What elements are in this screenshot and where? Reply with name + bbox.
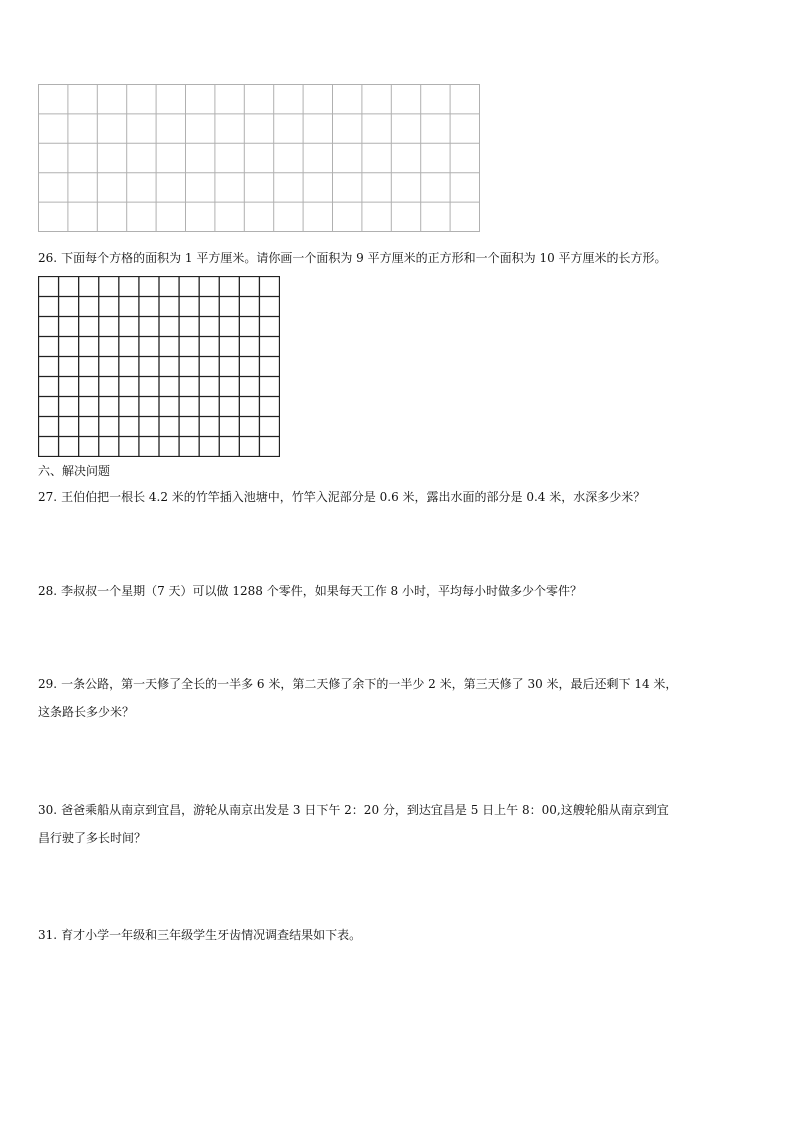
question-number: 27. [38,490,58,504]
grid-q26-lines [38,276,280,457]
question-27 [38,490,645,504]
question-number: 26. [38,251,58,265]
question-number: 30. [38,803,58,817]
question-31 [38,928,361,942]
question-26 [38,251,667,265]
question-text: 一条公路，第一天修了全长的一半多 6 米，第二天修了余下的一半少 2 米，第三天修了 30 米，最后还剩下 14 米， [61,677,678,691]
question-30 [38,803,669,845]
question-text: 爸爸乘船从南京到宜昌，游轮从南京出发是 3 日下午 2：20 分，到达宜昌是 5 日上午 8：00,这艘轮船从南京到宜 [61,803,669,817]
question-28 [38,584,582,598]
grid-top-lines [38,84,480,232]
question-text: 李叔叔一个星期（7 天）可以做 1288 个零件，如果每天工作 8 小时，平均每小时做多少个零件？ [61,584,582,598]
question-number: 29. [38,677,58,691]
question-number: 31. [38,928,58,942]
question-text: 育才小学一年级和三年级学生牙齿情况调查结果如下表。 [61,928,362,942]
question-line-2: 昌行驶了多长时间？ [38,831,147,845]
question-text: 王伯伯把一根长 4.2 米的竹竿插入池塘中，竹竿入泥部分是 0.6 米，露出水面的部分是 0.4 米，水深多少米？ [61,490,646,504]
question-text: 下面每个方格的面积为 1 平方厘米。请你画一个面积为 9 平方厘米的正方形和一个面积为 10 平方厘米的长方形。 [61,251,667,265]
section-title: 六、解决问题 [38,464,111,478]
question-number: 28. [38,584,58,598]
question-line-2: 这条路长多少米？ [38,705,135,719]
drawing-grid-top [38,84,480,232]
question-line-1 [38,803,669,817]
question-29 [38,677,677,719]
question-line-1 [38,677,677,691]
drawing-grid-q26 [38,276,280,457]
